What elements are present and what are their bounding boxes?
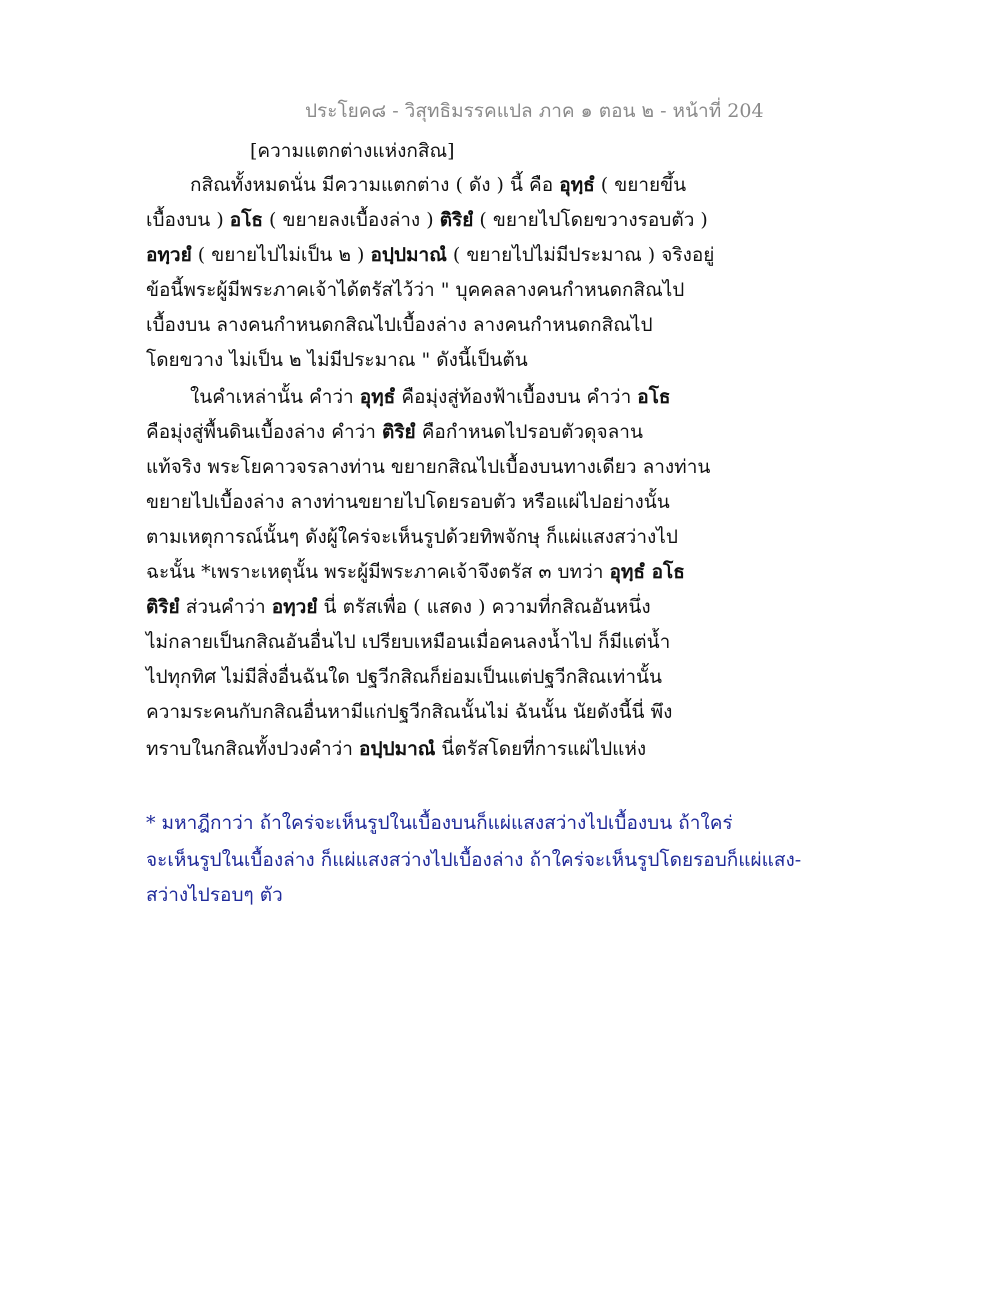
- footnote-line: สว่างไปรอบๆ ตัว: [146, 884, 283, 906]
- text-segment: ข้อนี้พระผู้มีพระภาคเจ้าได้ตรัสไว้ว่า " บุคคลลางคนกำหนดกสิณไป: [146, 279, 685, 301]
- body-line: [146, 664, 662, 690]
- body-line: [146, 629, 670, 655]
- pali-term: ติริยํ: [382, 421, 416, 443]
- footnote-line: จะเห็นรูปในเบื้องล่าง ก็แผ่แสงสว่างไปเบื้องล่าง ถ้าใคร่จะเห็นรูปโดยรอบก็แผ่แสง-: [146, 849, 802, 871]
- text-segment: ส่วนคำว่า: [179, 596, 272, 618]
- body-line: [146, 419, 643, 445]
- body-line: [146, 736, 646, 762]
- pali-term: อโธ: [637, 386, 671, 408]
- text-segment: ไม่กลายเป็นกสิณอันอื่นไป เปรียบเหมือนเมื่อคนลงน้ำไป ก็มีแต่น้ำ: [146, 631, 671, 653]
- body-line: [146, 277, 684, 303]
- text-segment: นี่ตรัสโดยที่การแผ่ไปแห่ง: [435, 738, 647, 760]
- text-segment: โดยขวาง ไม่เป็น ๒ ไม่มีประมาณ " ดังนี้เป็นต้น: [146, 349, 528, 371]
- body-line: [146, 699, 672, 725]
- text-segment: นี่ ตรัสเพื่อ ( แสดง ) ความที่กสิณอันหนึ่ง: [317, 596, 651, 618]
- text-segment: ไปทุกทิศ ไม่มีสิ่งอื่นฉันใด ปฐวีกสิณก็ย่อมเป็นแต่ปฐวีกสิณเท่านั้น: [146, 666, 662, 688]
- pali-term: อโธ: [229, 209, 264, 231]
- text-segment: ในคำเหล่านั้น คำว่า: [190, 386, 360, 408]
- text-segment: ( ขยายไปโดยขวางรอบตัว ): [473, 209, 708, 231]
- pali-term: อทฺวยํ: [146, 244, 192, 266]
- pali-term: อปฺปมาณํ: [359, 738, 436, 760]
- text-segment: ( ขยายลงเบื้องล่าง ): [263, 209, 440, 231]
- text-segment: ( ขยายไปไม่เป็น ๒ ): [191, 244, 371, 266]
- text-segment: ขยายไปเบื้องล่าง ลางท่านขยายไปโดยรอบตัว หรือแผ่ไปอย่างนั้น: [146, 491, 670, 513]
- text-segment: ทราบในกสิณทั้งปวงคำว่า: [146, 738, 360, 760]
- section-title: [ความแตกต่างแห่งกสิณ]: [250, 140, 455, 162]
- body-line: [146, 594, 651, 620]
- pali-term: อุทฺธํ: [359, 386, 396, 408]
- text-segment: กสิณทั้งหมดนั่น มีความแตกต่าง ( ดัง ) นี้ คือ: [190, 174, 560, 196]
- body-line: [146, 207, 708, 233]
- text-segment: เบื้องบน ลางคนกำหนดกสิณไปเบื้องล่าง ลางคนกำหนดกสิณไป: [146, 314, 653, 336]
- body-line: [190, 172, 686, 198]
- text-segment: ฉะนั้น *เพราะเหตุนั้น พระผู้มีพระภาคเจ้าจึงตรัส ๓ บทว่า: [146, 561, 610, 583]
- pali-term: อทฺวยํ: [271, 596, 318, 618]
- pali-term: ติริยํ: [439, 209, 474, 231]
- text-segment: ตามเหตุการณ์นั้นๆ ดังผู้ใคร่จะเห็นรูปด้วยทิพจักษุ ก็แผ่แสงสว่างไป: [146, 526, 678, 548]
- text-segment: ( ขยายขึ้น: [594, 174, 687, 196]
- body-line: [190, 384, 671, 410]
- text-segment: ( ขยายไปไม่มีประมาณ ) จริงอยู่: [446, 244, 715, 266]
- pali-term: อุทฺธํ อโธ: [609, 561, 685, 583]
- pali-term: อุทฺธํ: [559, 174, 595, 196]
- body-line: [146, 242, 714, 268]
- body-line: [146, 454, 710, 480]
- text-segment: คือกำหนดไปรอบตัวดุจลาน: [415, 421, 643, 443]
- text-segment: แท้จริง พระโยคาวจรลางท่าน ขยายกสิณไปเบื้องบนทางเดียว ลางท่าน: [146, 456, 711, 478]
- body-line: [146, 524, 678, 550]
- page-header: ประโยค๘ - วิสุทธิมรรคแปล ภาค ๑ ตอน ๒ - หน้าที่ 204: [305, 100, 764, 122]
- body-line: [146, 347, 528, 373]
- body-line: [146, 489, 670, 515]
- pali-term: ติริยํ: [146, 596, 180, 618]
- body-line: [146, 559, 685, 585]
- pali-term: อปฺปมาณํ: [370, 244, 447, 266]
- text-segment: คือมุ่งสู่พื้นดินเบื้องล่าง คำว่า: [146, 421, 382, 443]
- text-segment: คือมุ่งสู่ท้องฟ้าเบื้องบน คำว่า: [395, 386, 638, 408]
- footnote-line: * มหาฎีกาว่า ถ้าใคร่จะเห็นรูปในเบื้องบนก็แผ่แสงสว่างไปเบื้องบน ถ้าใคร่: [146, 812, 733, 834]
- text-segment: ความระคนกับกสิณอื่นหามีแก่ปฐวีกสิณนั้นไม่ ฉันนั้น นัยดังนี้นี่ พึง: [146, 701, 673, 723]
- body-line: [146, 312, 653, 338]
- text-segment: เบื้องบน ): [146, 209, 230, 231]
